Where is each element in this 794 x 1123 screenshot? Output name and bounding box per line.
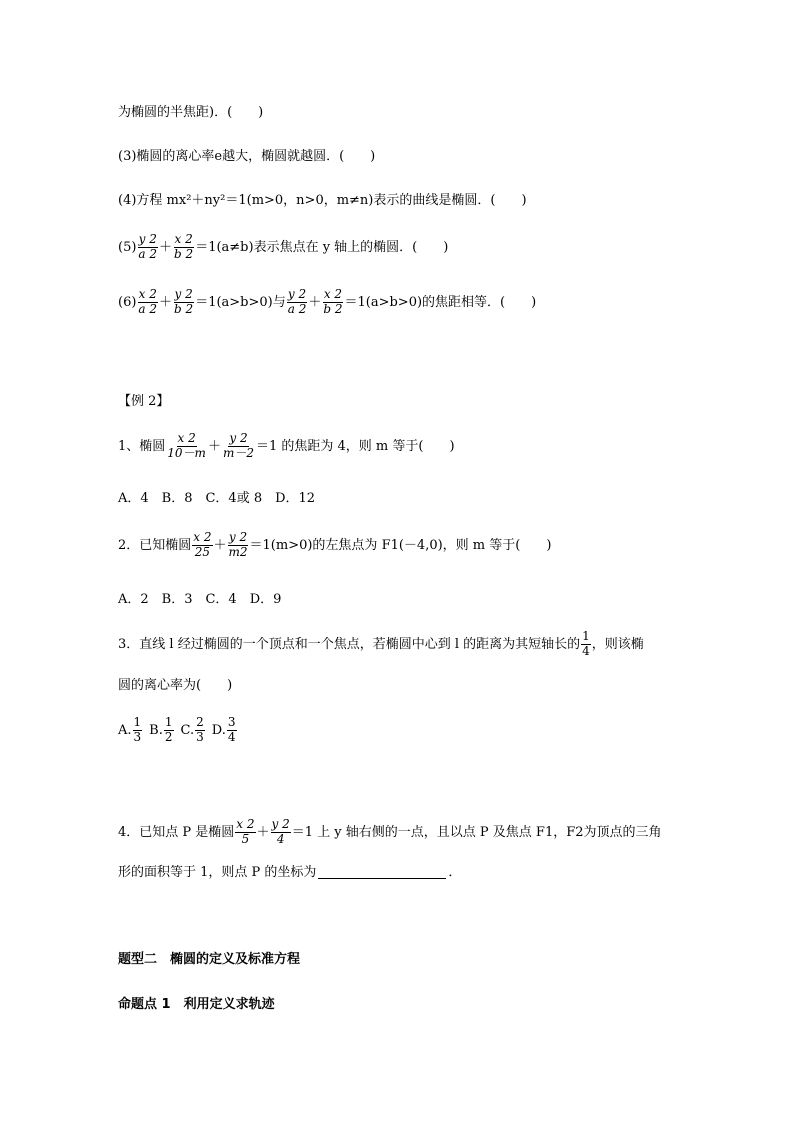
fraction: $\frac{1}{3}$ — [133, 715, 142, 744]
judge-item-5: (5) $\frac{y 2}{a 2}$ ＋ $\frac{x 2}{b 2}$ ＝1(a≠b)表示焦点在 y 轴上的椭圆．( ) — [118, 232, 449, 261]
fraction: $\frac{y 2}{b 2}$ — [174, 287, 194, 316]
fraction: $\frac{x 2}{5}$ — [236, 817, 255, 846]
problem-2: 2．已知椭圆 $\frac{x 2}{25}$ ＋ $\frac{y 2}{m2}$ ＝1(m>0)的左焦点为 F1(－4,0)，则 m 等于( ) — [118, 530, 552, 559]
section-subheading: 命题点 1 利用定义求轨迹 — [118, 997, 275, 1012]
problem-4-line-2: 形的面积等于 1，则点 P 的坐标为 ． — [118, 865, 462, 880]
judge-item-3: (3)椭圆的离心率e越大，椭圆就越圆．( ) — [118, 149, 376, 164]
fraction: $\frac{y 2}{a 2}$ — [287, 287, 307, 316]
judge-item-4: (4)方程 mx²＋ny²＝1(m>0，n>0，m≠n)表示的曲线是椭圆．( ) — [118, 193, 527, 208]
fraction: $\frac{1}{4}$ — [582, 629, 590, 658]
fraction: $\frac{x 2}{b 2}$ — [174, 232, 194, 261]
problem-1: 1、椭圆 $\frac{x 2}{10-m}$ ＋ $\frac{y 2}{m-2}$ ＝1 的焦距为 4，则 m 等于( ) — [118, 431, 455, 460]
problem-1-options: A．4 B．8 C．4或 8 D．12 — [118, 491, 316, 506]
section-heading: 题型二 椭圆的定义及标准方程 — [118, 952, 301, 967]
problem-3-options: A. $\frac{1}{3}$ B. $\frac{1}{2}$ C. $\frac{2}{3}$ D. $\frac{3}{4}$ — [118, 715, 236, 744]
fraction: $\frac{2}{3}$ — [196, 715, 204, 744]
fraction: $\frac{y 2}{a 2}$ — [138, 232, 158, 261]
fraction: $\frac{1}{2}$ — [164, 715, 173, 744]
fraction: $\frac{x 2}{10-m}$ — [167, 431, 206, 460]
judge-item-6: (6) $\frac{x 2}{a 2}$ ＋ $\frac{y 2}{b 2}$ ＝1(a>b>0)与 $\frac{y 2}{a 2}$ ＋ $\frac{x 2}{b 2}$ ＝1(a>b>0)的焦距相等．( ) — [118, 287, 537, 316]
judge-continuation: 为椭圆的半焦距)．( ) — [118, 105, 264, 120]
answer-blank[interactable] — [318, 866, 446, 879]
problem-4: 4．已知点 P 是椭圆 $\frac{x 2}{5}$ ＋ $\frac{y 2}{4}$ ＝1 上 y 轴右侧的一点，且以点 P 及焦点 F1，F2为顶点的三角 — [118, 817, 662, 846]
example-title: 【例 2】 — [118, 394, 170, 409]
fraction: $\frac{x 2}{a 2}$ — [138, 287, 158, 316]
problem-3: 3．直线 l 经过椭圆的一个顶点和一个焦点，若椭圆中心到 l 的距离为其短轴长的 $\frac{1}{4}$ ，则该椭 — [118, 629, 644, 658]
problem-2-options: A．2 B．3 C．4 D．9 — [118, 592, 282, 607]
problem-3-line-2: 圆的离心率为( ) — [118, 678, 233, 693]
fraction: $\frac{y 2}{m-2}$ — [222, 431, 254, 460]
fraction: $\frac{3}{4}$ — [227, 715, 236, 744]
fraction: $\frac{x 2}{b 2}$ — [323, 287, 343, 316]
fraction: $\frac{y 2}{m2}$ — [228, 530, 248, 559]
fraction: $\frac{y 2}{4}$ — [271, 817, 290, 846]
fraction: $\frac{x 2}{25}$ — [193, 530, 212, 559]
